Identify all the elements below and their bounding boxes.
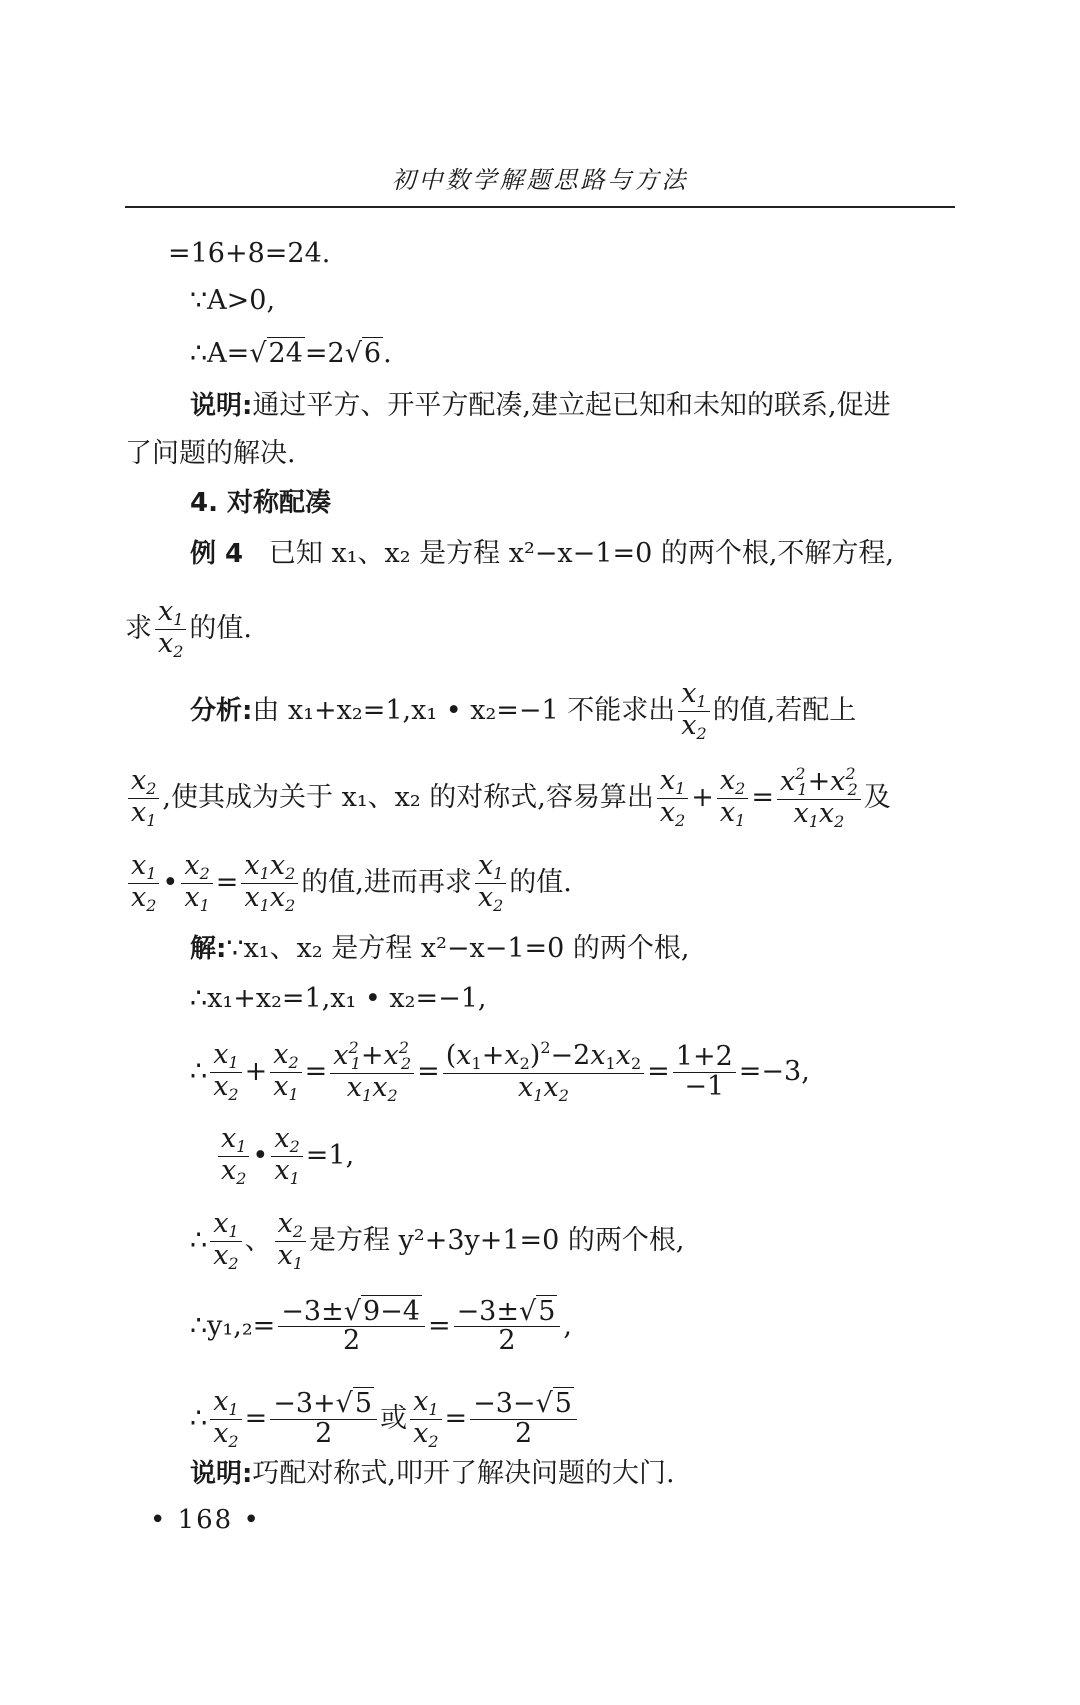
ex-cont-b: 的值.: [189, 612, 253, 644]
sqrt-6: √6: [344, 338, 382, 369]
solution-label: 解:: [190, 934, 227, 964]
note-1-text: 通过平方、开平方配凑,建立起已知和未知的联系,促进: [252, 390, 891, 421]
fraction-root-plus: $\frac{-3+√5}{2}$: [270, 1390, 377, 1448]
fraction-root-minus: $\frac{-3-√5}{2}$: [470, 1390, 577, 1448]
section-heading: 4. 对称配凑: [190, 488, 332, 518]
solution-text: ∵x₁、x₂ 是方程 x²−x−1=0 的两个根,: [226, 933, 690, 964]
example-cont: [125, 598, 252, 661]
solution-line-4: $\frac{x_1}{x_2}$ • $\frac{x_2}{x_1}$ =1,: [215, 1125, 354, 1188]
fraction-x2-x1: $\frac{x_2}{x_1}$: [275, 1210, 306, 1273]
solution-line-1: [190, 935, 690, 962]
fraction-x2-x1: $\frac{x_2}{x_1}$: [128, 767, 159, 830]
solution-line-7: ∴ $\frac{x_1}{x_2}$ = $\frac{-3+√5}{2}$ 或 $\frac{x_1}{x_2}$ = $\frac{-3-√5}{2}$: [190, 1388, 580, 1451]
fraction-x1-x2: $\frac{x_1}{x_2}$: [657, 767, 688, 830]
therefore-a: ∴A=: [190, 338, 250, 369]
note-1-label: 说明:: [190, 391, 253, 421]
note-1-cont: 了问题的解决.: [125, 438, 296, 469]
header-rule: [125, 206, 955, 208]
example-text: 已知 x₁、x₂ 是方程 x²−x−1=0 的两个根,不解方程,: [268, 538, 895, 569]
therefore-line: [190, 340, 392, 367]
fraction-sum-squares: $\frac{x^2_1+x^2_2}{x_1x_2}$: [777, 766, 861, 831]
analysis-2-a: ,使其成为关于 x₁、x₂ 的对称式,容易算出: [162, 781, 654, 813]
solution-line-6: ∴y₁,₂= $\frac{-3\pm√9-4}{2}$ = $\frac{-3\pm√5}{2}$ ,: [190, 1296, 572, 1357]
analysis-2-b: 及: [863, 781, 891, 813]
fraction-x1-x2: $\frac{x_1}{x_2}$: [475, 852, 506, 915]
fraction-x2-x1: $\frac{x_2}{x_1}$: [717, 767, 748, 830]
solution-7-or: 或: [380, 1402, 408, 1434]
fraction-sum-squares: $\frac{x^2_1+x^2_2}{x_1x_2}$: [330, 1040, 414, 1105]
note-2-label: 说明:: [190, 1459, 253, 1489]
solution-line-3: ∴ $\frac{x_1}{x_2}$ + $\frac{x_2}{x_1}$ = $\frac{x^2_1+x^2_2}{x_1x_2}$ = $\frac{(x_1+x_2)^2-2x_1x_2}{x_1x_2}$ = $\frac{1+2}{-1}$ =−3,: [190, 1038, 810, 1105]
fraction-x2-x1: $\frac{x_2}{x_1}$: [271, 1125, 302, 1188]
solution-5-text: 是方程 y²+3y+1=0 的两个根,: [309, 1224, 685, 1256]
fraction-x1-x2: $\frac{x_1}{x_2}$: [128, 852, 159, 915]
fraction-x1-x2: $\frac{x_1}{x_2}$: [410, 1388, 441, 1451]
fraction-expanded: $\frac{(x_1+x_2)^2-2x_1x_2}{x_1x_2}$: [443, 1040, 644, 1105]
fraction-x2-x1: $\frac{x_2}{x_1}$: [181, 852, 212, 915]
analysis-3-b: 的值.: [509, 866, 572, 898]
example-label: 例 4: [190, 539, 244, 569]
analysis-line-1: [190, 680, 856, 743]
fraction-root-a: $\frac{-3\pm√9-4}{2}$: [278, 1298, 425, 1356]
analysis-line-2: $\frac{x_2}{x_1}$ ,使其成为关于 x₁、x₂ 的对称式,容易算出 $\frac{x_1}{x_2}$ + $\frac{x_2}{x_1}$ = $\frac{x^2_1+x^2_2}{x_1x_2}$ 及: [125, 766, 891, 831]
solution-6-a: ∴y₁,₂=: [190, 1310, 276, 1342]
analysis-3-a: 的值,进而再求: [301, 866, 472, 898]
fraction-x1-x2: $\frac{x_1}{x_2}$: [678, 680, 709, 743]
fraction-x1-x2: $\frac{x_1}{x_2}$: [210, 1388, 241, 1451]
fraction-numeric: $\frac{1+2}{-1}$: [673, 1043, 736, 1101]
therefore-e: .: [383, 338, 392, 369]
note-2-text: 巧配对称式,叩开了解决问题的大门.: [252, 1458, 675, 1489]
analysis-text-a: 由 x₁+x₂=1,x₁ • x₂=−1 不能求出: [252, 694, 676, 726]
fraction-x2-x1: $\frac{x_2}{x_1}$: [270, 1041, 301, 1104]
solution-4-end: =1,: [305, 1139, 355, 1171]
analysis-label: 分析:: [190, 695, 253, 726]
solution-line-5: ∴ $\frac{x_1}{x_2}$ 、 $\frac{x_2}{x_1}$ 是方程 y²+3y+1=0 的两个根,: [190, 1208, 685, 1273]
fraction-x1-x2: $\frac{x_1}{x_2}$: [210, 1041, 241, 1104]
therefore-c: =2: [304, 338, 345, 369]
solution-line-2: ∴x₁+x₂=1,x₁ • x₂=−1,: [190, 983, 487, 1014]
sqrt-24: √24: [249, 338, 303, 369]
fraction-root-b: $\frac{-3\pm√5}{2}$: [454, 1298, 561, 1356]
fraction-x1x2-x1x2: $\frac{x_1x_2}{x_1x_2}$: [241, 852, 298, 915]
solution-3-end: =−3,: [738, 1055, 810, 1087]
ex-cont-a: 求: [125, 612, 152, 644]
example-4: [190, 540, 894, 567]
page-number: • 168 •: [150, 1505, 261, 1535]
equation-line: =16+8=24.: [168, 238, 331, 269]
note-2: [190, 1460, 675, 1487]
fraction-x1-x2: $\frac{x_1}{x_2}$: [218, 1125, 249, 1188]
because-line: ∵A>0,: [190, 285, 276, 316]
running-header: 初中数学解题思路与方法: [391, 166, 689, 194]
fraction-x1-x2: $\frac{x_1}{x_2}$: [210, 1210, 241, 1273]
note-1: [190, 392, 891, 419]
analysis-text-b: 的值,若配上: [712, 694, 857, 726]
fraction-x1-x2: $\frac{x_1}{x_2}$: [155, 598, 186, 661]
analysis-line-3: $\frac{x_1}{x_2}$ • $\frac{x_2}{x_1}$ = $\frac{x_1x_2}{x_1x_2}$ 的值,进而再求 $\frac{x_1}{x_2}$ 的值.: [125, 852, 572, 915]
